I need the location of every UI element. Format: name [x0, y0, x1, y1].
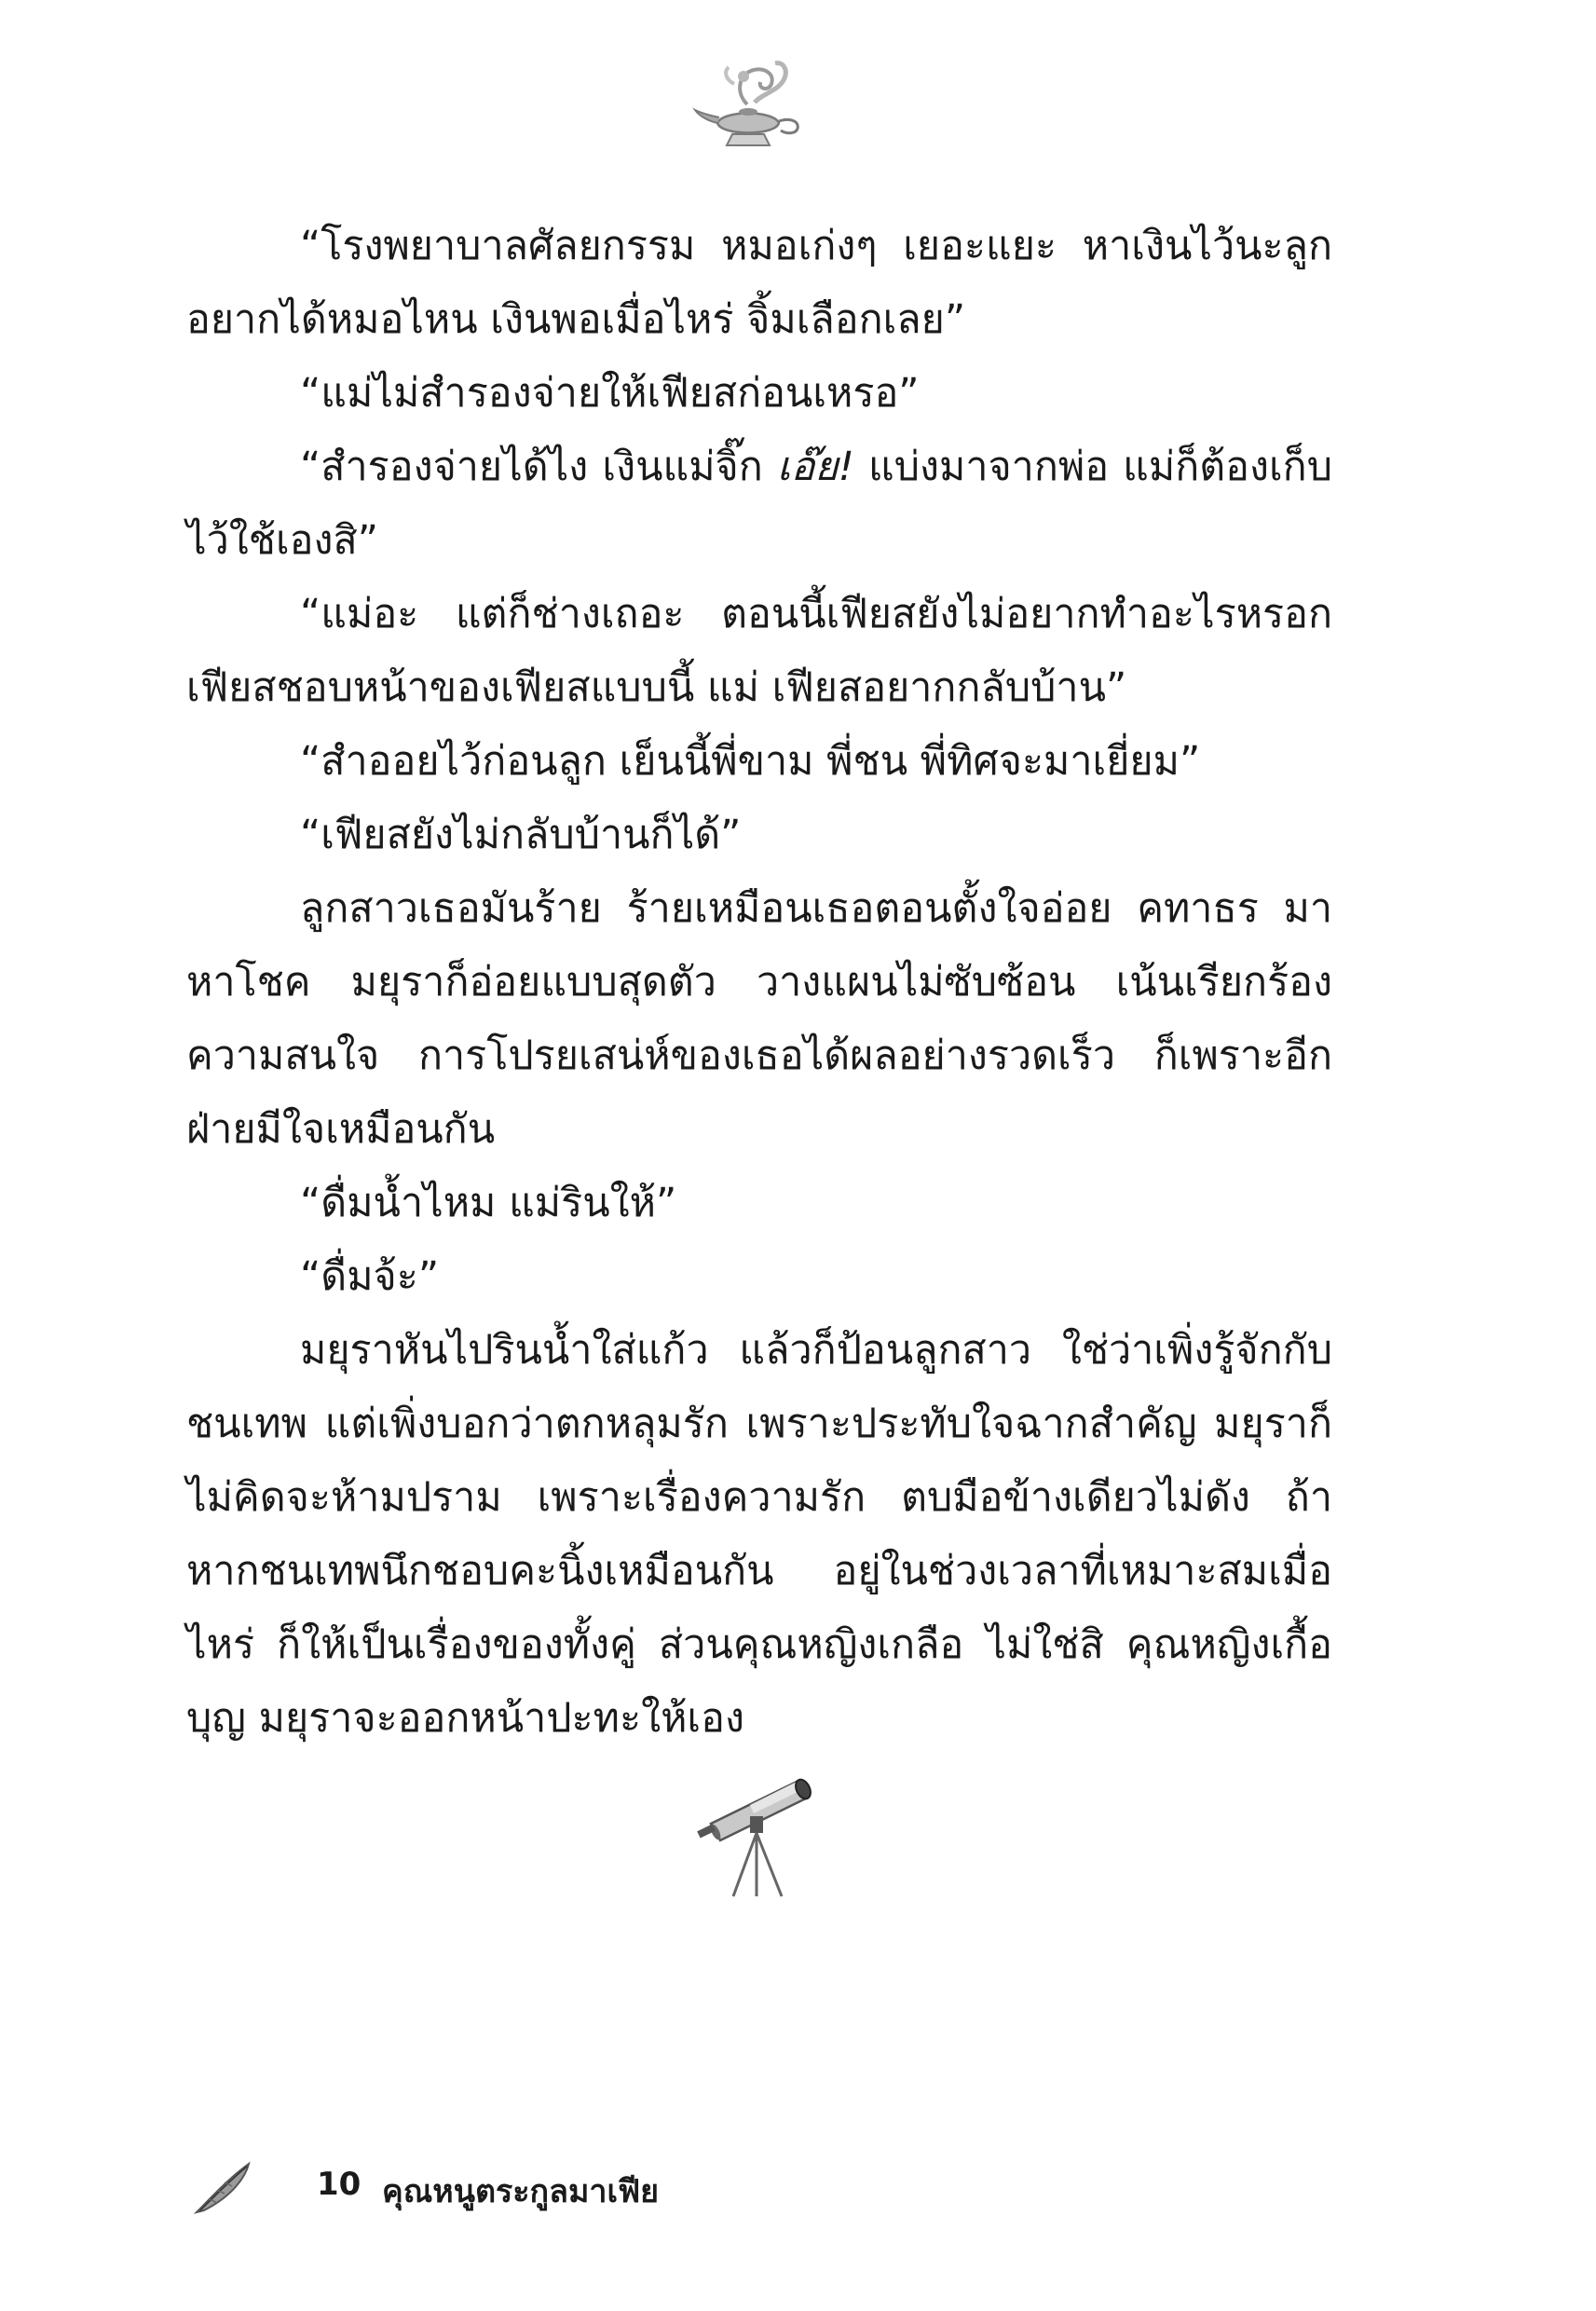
paragraph: ลูกสาวเธอมันร้าย ร้ายเหมือนเธอตอนตั้งใจอ่อย คทาธร มาหาโชค มยุราก็อ่อยแบบสุดตัว วางแผนไม่ซับซ้อน เน้นเรียกร้องความสนใจ การโปรยเสน่ห์ของเธอได้ผลอย่างรวดเร็ว ก็เพราะอีกฝ่ายมีใจเหมือนกัน	[186, 885, 1332, 1153]
book-title: คุณหนูตระกูลมาเฟีย	[382, 2173, 660, 2210]
genie-lamp-icon	[689, 56, 811, 158]
emphasis-text: เอ๊ย!	[776, 444, 854, 490]
paragraph: “แม่ไม่สำรองจ่ายให้เฟียสก่อนเหรอ”	[300, 370, 920, 417]
paragraph-text: แบ่งมาจากพ่อ แม่ก็ต้องเก็บไว้ใช้เองสิ”	[186, 444, 1333, 564]
body-text	[186, 210, 1332, 1756]
paragraph: “โรงพยาบาลศัลยกรรม หมอเก่งๆ เยอะแยะ หาเงินไว้นะลูก อยากได้หมอไหน เงินพอเมื่อไหร่ จิ้มเลือกเลย”	[186, 223, 1332, 343]
page-number: 10	[317, 2166, 361, 2203]
paragraph: “ดื่มน้ำไหม แม่รินให้”	[300, 1180, 677, 1226]
paragraph	[186, 431, 1332, 578]
quill-icon	[191, 2160, 256, 2216]
paragraph-text: “สำรองจ่ายได้ไง เงินแม่จิ๊ก	[300, 444, 777, 490]
paragraph: “ดื่มจ้ะ”	[300, 1253, 440, 1300]
paragraph: “เฟียสยังไม่กลับบ้านก็ได้”	[300, 812, 742, 858]
paragraph: “สำออยไว้ก่อนลูก เย็นนี้พี่ขาม พี่ชน พี่ทิศจะมาเยี่ยม”	[300, 738, 1201, 785]
paragraph: มยุราหันไปรินน้ำใส่แก้ว แล้วก็ป้อนลูกสาว ใช่ว่าเพิ่งรู้จักกับชนเทพ แต่เพิ่งบอกว่าตกหลุมรัก เพราะประทับใจฉากสำคัญ มยุราก็ไม่คิดจะห้ามปราม เพราะเรื่องความรัก ตบมือข้างเดียวไม่ดัง ถ้าหากชนเทพนึกชอบคะนิ้งเหมือนกัน อยู่ในช่วงเวลาที่เหมาะสมเมื่อไหร่ ก็ให้เป็นเรื่องของทั้งคู่ ส่วนคุณหญิงเกลือ ไม่ใช่สิ คุณหญิงเกื้อบุญ มยุราจะออกหน้าปะทะให้เอง	[186, 1327, 1332, 1742]
paragraph: “แม่อะ แต่ก็ช่างเถอะ ตอนนี้เฟียสยังไม่อยากทำอะไรหรอก เฟียสชอบหน้าของเฟียสแบบนี้ แม่ เฟียสอยากกลับบ้าน”	[186, 591, 1332, 711]
telescope-icon	[694, 1757, 825, 1906]
page-footer	[191, 2160, 843, 2216]
